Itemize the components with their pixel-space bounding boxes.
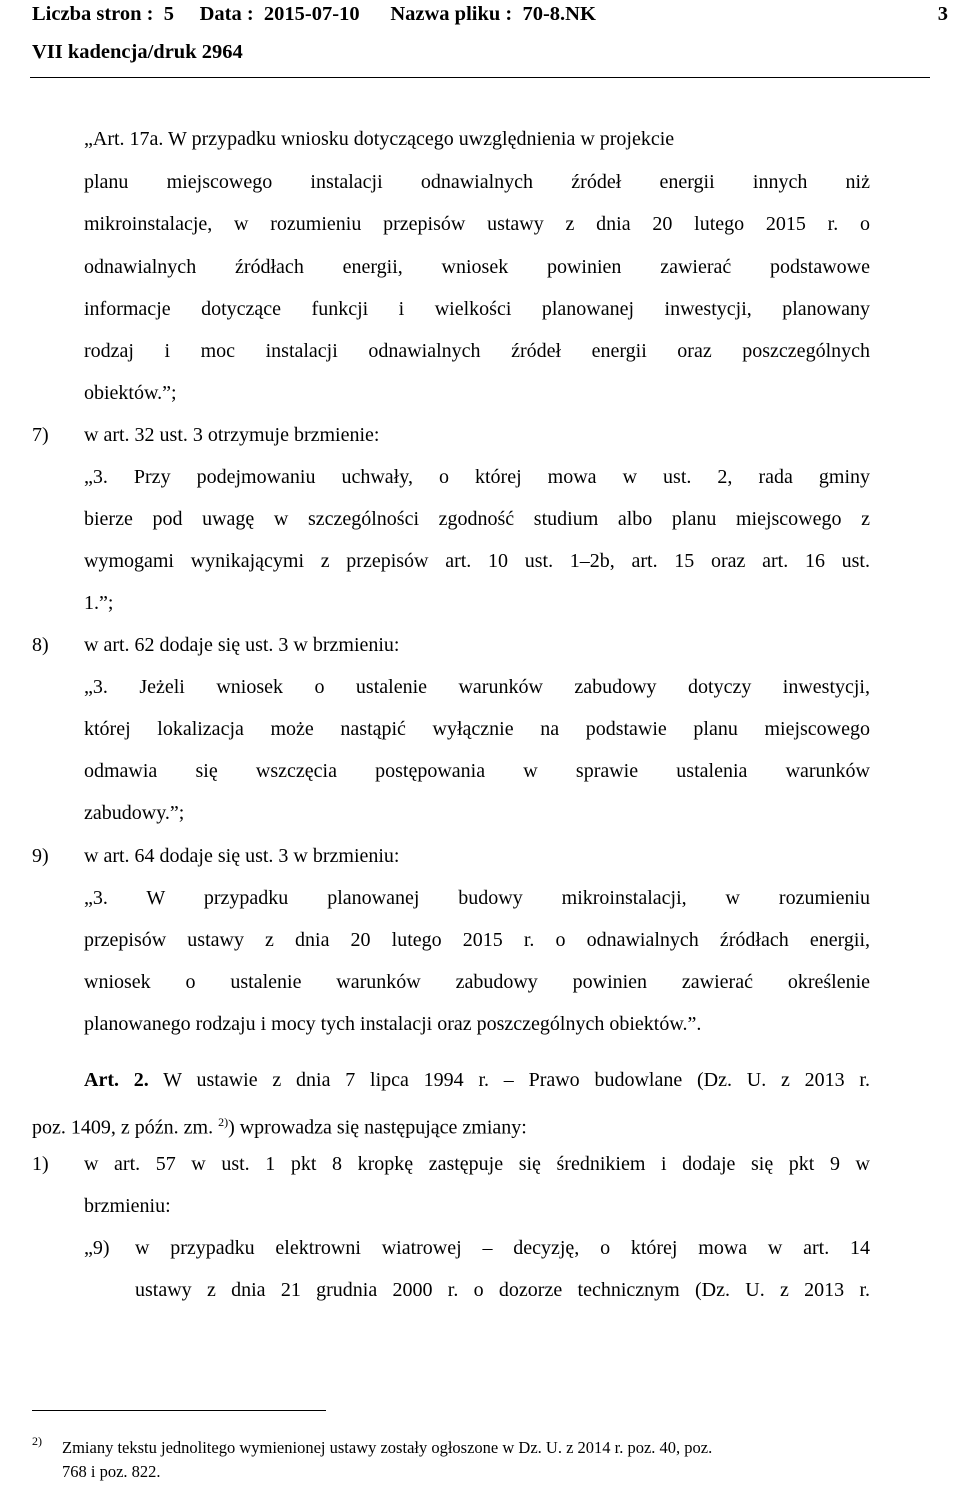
body-line: 1.”; [84,592,114,614]
footnote-divider [32,1410,326,1411]
body-line: odnawialnych źródłach energii, wniosek powinien zawierać podstawowe [84,256,870,278]
article-label: Art. 2. [84,1069,149,1091]
body-line: mikroinstalacje, w rozumieniu przepisów ustawy z dnia 20 lutego 2015 r. o [84,213,870,235]
header-document-info: Liczba stron : 5 Data : 2015-07-10 Nazwa pliku : 70-8.NK [32,3,596,25]
body-line: „Art. 17a. W przypadku wniosku dotyczącego uwzględnienia w projekcie [84,128,675,150]
body-line: w przypadku elektrowni wiatrowej – decyzję, o której mowa w art. 14 [135,1237,870,1259]
body-line: „3. W przypadku planowanej budowy mikroinstalacji, w rozumieniu [84,887,870,909]
page-number: 3 [937,3,948,25]
item-number: 8) [32,634,49,656]
footnote-mark: 2) [32,1434,42,1448]
body-line: wniosek o ustalenie warunków zabudowy powinien zawierać określenie [84,971,870,993]
body-line: planowanego rodzaju i mocy tych instalacji oraz poszczególnych obiektów.”. [84,1013,702,1035]
article-2-text: ) wprowadza się następujące zmiany: [228,1116,527,1139]
body-line: informacje dotyczące funkcji i wielkości planowanej inwestycji, planowany [84,298,870,320]
header-divider [30,77,930,78]
article-2-heading-line [84,1068,870,1092]
item-number: 1) [32,1153,49,1175]
footnote-text: 768 i poz. 822. [62,1462,161,1481]
item-number: 7) [32,424,49,446]
body-line: „3. Jeżeli wniosek o ustalenie warunków zabudowy dotyczy inwestycji, [84,676,870,698]
body-line: w art. 64 dodaje się ust. 3 w brzmieniu: [84,845,400,867]
item-number-quoted: „9) [84,1237,110,1259]
header-print-number: VII kadencja/druk 2964 [32,41,243,63]
body-line: planu miejscowego instalacji odnawialnych źródeł energii innych niż [84,171,870,193]
body-line: w art. 57 w ust. 1 pkt 8 kropkę zastępuje się średnikiem i dodaje się pkt 9 w [84,1153,870,1175]
article-2-text: poz. 1409, z późn. zm. [32,1116,214,1139]
article-2-text: W ustawie z dnia 7 lipca 1994 r. – Prawo budowlane (Dz. U. z 2013 r. [148,1069,870,1091]
footnote-text: Zmiany tekstu jednolitego wymienionej ustawy zostały ogłoszone w Dz. U. z 2014 r. poz. 40, poz. [62,1438,713,1457]
body-line: brzmieniu: [84,1195,171,1217]
body-line: obiektów.”; [84,382,177,404]
item-number: 9) [32,845,49,867]
body-line: w art. 32 ust. 3 otrzymuje brzmienie: [84,424,380,446]
body-line: bierze pod uwagę w szczególności zgodność studium albo planu miejscowego z [84,508,870,530]
body-line: rodzaj i moc instalacji odnawialnych źródeł energii oraz poszczególnych [84,340,870,362]
body-line: zabudowy.”; [84,802,185,824]
body-line: ustawy z dnia 21 grudnia 2000 r. o dozorze technicznym (Dz. U. z 2013 r. [135,1279,870,1301]
footnote-reference: 2) [218,1115,229,1129]
body-line: której lokalizacja może nastąpić wyłącznie na podstawie planu miejscowego [84,718,870,740]
body-line: w art. 62 dodaje się ust. 3 w brzmieniu: [84,634,400,656]
body-line: „3. Przy podejmowaniu uchwały, o której mowa w ust. 2, rada gminy [84,466,870,488]
body-line: wymogami wynikającymi z przepisów art. 10 ust. 1–2b, art. 15 oraz art. 16 ust. [84,550,870,572]
body-line: odmawia się wszczęcia postępowania w sprawie ustalenia warunków [84,760,870,782]
body-line: przepisów ustawy z dnia 20 lutego 2015 r. o odnawialnych źródłach energii, [84,929,870,951]
article-2-line [32,1110,870,1140]
